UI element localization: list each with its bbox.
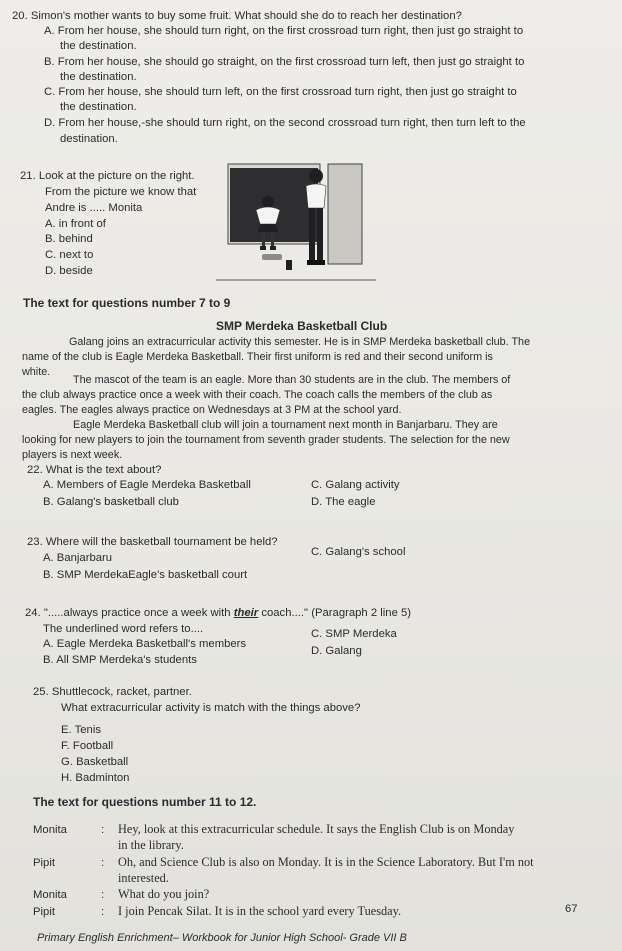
door-panel [328, 164, 362, 264]
q21-option-b: B. behind [45, 233, 93, 245]
q21-option-c: C. next to [45, 249, 94, 261]
q24-option-d: D. Galang [311, 645, 362, 657]
q22-option-c: C. Galang activity [311, 479, 400, 491]
q23-stem: 23. Where will the basketball tournament be held? [27, 536, 278, 548]
passage1-p2-line1: The mascot of the team is an eagle. More than 30 students are in the club. The members of [73, 374, 511, 386]
dialogue-speaker-4: Pipit [33, 906, 55, 918]
q25-option-e: E. Tenis [61, 724, 101, 736]
q23-option-c: C. Galang's school [311, 546, 406, 558]
q24-underlined-word: their [233, 607, 259, 619]
passage1-title: SMP Merdeka Basketball Club [216, 319, 388, 333]
q20-option-a: A. From her house, she should turn right, on the first crossroad turn right, then just go straight to [44, 25, 524, 37]
q21-picture [216, 160, 376, 295]
q21-line2: From the picture we know that [45, 186, 197, 198]
dialogue-line-2: Oh, and Science Club is also on Monday. It is in the Science Laboratory. But I'm not [118, 855, 534, 869]
q22-option-a: A. Members of Eagle Merdeka Basketball [43, 479, 251, 491]
q25-option-f: F. Football [61, 740, 114, 752]
q24-option-a: A. Eagle Merdeka Basketball's members [43, 638, 247, 650]
q25-line2: What extracurricular activity is match with the things above? [61, 702, 361, 714]
dialogue-colon: : [101, 824, 105, 836]
floor-item [262, 254, 282, 260]
q24-stem-post: coach...." (Paragraph 2 line 5) [258, 607, 412, 619]
q20-option-c: C. From her house, she should turn left, on the first crossroad turn right, then just go straight to [44, 86, 517, 98]
dialogue-speaker-3: Monita [33, 889, 67, 901]
dialogue-speaker-2: Pipit [33, 857, 55, 869]
passage1-intro: The text for questions number 7 to 9 [23, 296, 231, 310]
q20-option-a-cont: the destination. [60, 40, 137, 52]
q24-option-c: C. SMP Merdeka [311, 628, 397, 640]
dialogue-colon: : [101, 857, 105, 869]
dialogue-colon: : [101, 889, 105, 901]
dialogue-line-1: Hey, look at this extracurricular schedule. It says the English Club is on Monday [118, 822, 515, 836]
q21-option-a: A. in front of [45, 218, 106, 230]
q22-option-b: B. Galang's basketball club [43, 496, 179, 508]
dialogue-colon: : [101, 906, 105, 918]
passage1-p3-line1: Eagle Merdeka Basketball club will join a tournament next month in Banjarbaru. They are [73, 419, 498, 431]
q25-stem: 25. Shuttlecock, racket, partner. [33, 686, 192, 698]
q20-option-c-cont: the destination. [60, 101, 137, 113]
q25-option-h: H. Badminton [61, 772, 130, 784]
passage1-p3-line3: players is next week. [22, 449, 123, 461]
floor-item [286, 260, 292, 270]
q21-stem: 21. Look at the picture on the right. [20, 170, 195, 182]
dialogue-line-4: I join Pencak Silat. It is in the school yard every Tuesday. [118, 904, 402, 918]
passage1-p2-line2: the club always practice once a week with their coach. The coach calls the members of the club as [22, 389, 493, 401]
q23-option-a: A. Banjarbaru [43, 552, 113, 564]
dialogue-speaker-1: Monita [33, 824, 67, 836]
passage1-p2-line3: eagles. The eagles always practice on Wednesdays at 3 PM at the school yard. [22, 404, 402, 416]
q21-option-d: D. beside [45, 265, 93, 277]
passage1-p1-line3: white. [22, 366, 51, 378]
dialogue-line-3: What do you join? [118, 887, 210, 901]
q24-line2: The underlined word refers to.... [43, 623, 204, 635]
page-number: 67 [565, 903, 578, 915]
q25-option-g: G. Basketball [61, 756, 129, 768]
q20-option-b: B. From her house, she should go straight, on the first crossroad turn left, then just go straight to [44, 56, 525, 68]
dialogue-line-1-cont: in the library. [118, 838, 184, 852]
q23-option-b: B. SMP MerdekaEagle's basketball court [43, 569, 248, 581]
q20-option-b-cont: the destination. [60, 71, 137, 83]
q22-stem: 22. What is the text about? [27, 464, 162, 476]
q24-option-b: B. All SMP Merdeka's students [43, 654, 197, 666]
q20-option-d-cont: destination. [60, 133, 118, 145]
passage1-p1-line1: Galang joins an extracurricular activity this semester. He is in SMP Merdeka basketball club. The [69, 336, 531, 348]
q24-stem [25, 607, 411, 620]
passage2-intro: The text for questions number 11 to 12. [33, 795, 257, 809]
q20-stem: 20. Simon's mother wants to buy some fruit. What should she do to reach her destination? [12, 10, 462, 22]
passage1-p3-line2: looking for new players to join the tournament from seventh grader students. The selection for the new [22, 434, 510, 446]
q20-option-d: D. From her house,-she should turn right, on the second crossroad turn right, then turn left to the [44, 117, 526, 129]
footer-text: Primary English Enrichment– Workbook for Junior High School- Grade VII B [37, 932, 407, 944]
q24-stem-pre: 24. ".....always practice once a week with [25, 607, 234, 619]
q21-line3: Andre is ..... Monita [45, 202, 143, 214]
passage1-p1-line2: name of the club is Eagle Merdeka Basketball. Their first uniform is red and their second uniform is [22, 351, 493, 363]
q22-option-d: D. The eagle [311, 496, 376, 508]
dialogue-line-2-cont: interested. [118, 871, 169, 885]
